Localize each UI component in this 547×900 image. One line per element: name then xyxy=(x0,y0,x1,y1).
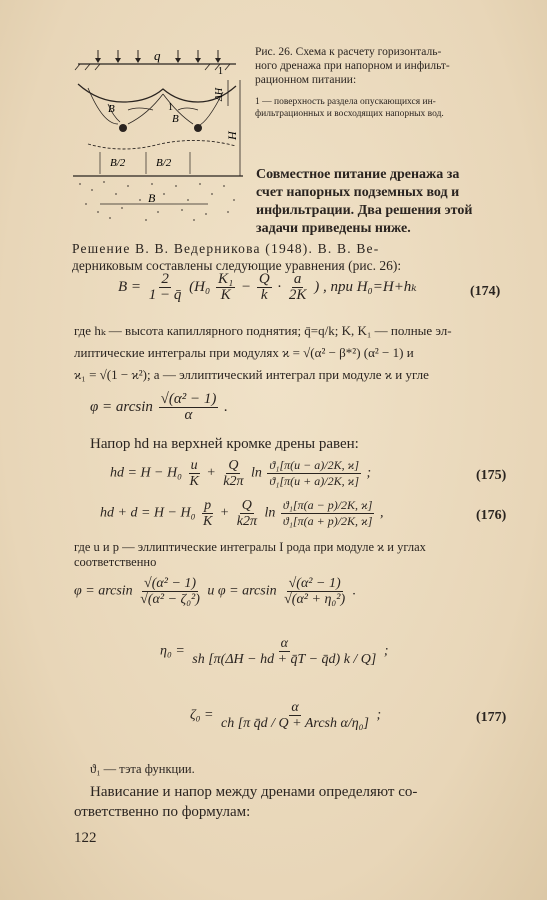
eq174-number: (174) xyxy=(470,284,501,299)
eq174-frac-1: $\frac{2}{1 - q̄}$ xyxy=(148,271,182,303)
equation-176: hd + d = H − H₀ $\frac{p}{K}$ + $\frac{Q}{k2\pi}$ ln $\frac{\text{ϑ₁[π(a − p)/2K, ϰ]}}{\text{ϑ₁[π(a + p)/2K, ϰ]}}$ , xyxy=(100,498,384,529)
eq176-number: (176) xyxy=(476,508,507,523)
eq174-frac-3: $\frac{Q}{k}$ xyxy=(258,271,270,303)
figure-legend xyxy=(255,96,525,120)
h-label: H xyxy=(225,131,239,140)
legend-line-1: 1 — поверхность раздела опускающихся ин- xyxy=(255,97,436,107)
drainage-scheme-figure xyxy=(68,44,246,224)
final-line-2: ответственно по формулам: xyxy=(74,804,251,820)
b-left-label: B xyxy=(108,103,115,115)
equation-175: hd = H − H₀ $\frac{u}{K}$ + $\frac{Q}{k2\pi}$ ln $\frac{\text{ϑ₁[π(u − a)/2K, ϰ]}}{\text{ϑ₁[π(u + a)/2K, ϰ]}}$ ; xyxy=(110,458,372,489)
eq175-number: (175) xyxy=(476,468,507,483)
theta-note: ϑ₁ — тэта функции. xyxy=(90,762,195,776)
heading-line-2: счет напорных подземных вод и xyxy=(256,185,460,200)
section-heading xyxy=(256,166,526,238)
definition-line-3: ϰ₁ = √(1 − ϰ²); a — эллиптический интеграл при модуле ϰ и угле xyxy=(74,367,429,382)
eq174-lhs: B = xyxy=(118,278,142,295)
surface-label-1: 1 xyxy=(218,66,223,77)
definition-line-1: где hₖ — высота капиллярного поднятия; q̄=q/k; K, K₁ — полные эл- xyxy=(74,323,452,338)
final-paragraph xyxy=(74,782,534,822)
heading-line-3: инфильтрации. Два решения этой xyxy=(256,203,473,218)
equation-174: B = $\frac{2}{1 - q̄}$ (H₀ $\frac{\text{K₁}}{K}$ − $\frac{Q}{k}$ · $\frac{a}{2K}$ ) , при H₀=H+hₖ xyxy=(118,271,417,303)
zeta-equation: ζ₀ = $\frac{\alpha}{\text{ch [π q̄d / Q + Arcsh α/η₀]}}$ ; xyxy=(190,700,382,731)
legend-line-2: фильтрационных и восходящих напорных вод. xyxy=(255,109,444,119)
heading-line-1: Совместное питание дренажа за xyxy=(256,167,460,182)
where-paragraph xyxy=(74,540,534,570)
eq174-condition: , при H₀=H+hₖ xyxy=(322,278,417,295)
where-line-1: где u и p — эллиптические интегралы I рода при модуле ϰ и углах xyxy=(74,540,426,554)
eq174-frac-2: $\frac{\text{K₁}}{K}$ xyxy=(217,271,234,303)
eq174-frac-4: $\frac{a}{2K}$ xyxy=(288,271,307,303)
delta-h-label: ΔH xyxy=(214,87,225,101)
definition-line-2: липтические интегралы при модулях ϰ = √(α² − β*²) (α² − 1) и xyxy=(74,345,414,360)
page-number: 122 xyxy=(74,830,97,846)
definitions xyxy=(74,320,529,386)
eta-equation: η₀ = $\frac{\alpha}{sh [\pi(\Delta H - hd + q̄T - q̄d) k / Q]}$ ; xyxy=(160,636,389,667)
caption-line-2: ного дренажа при напорном и инфильт- xyxy=(255,60,450,72)
solution-line-1: Решение В. В. Ведерникова (1948). В. В. Ве- xyxy=(72,241,380,256)
half-b-left: B/2 xyxy=(110,157,126,169)
eq177-number: (177) xyxy=(476,710,507,725)
b-right-label: B xyxy=(172,113,179,125)
solution-paragraph xyxy=(72,240,532,274)
figure-caption xyxy=(255,45,523,87)
eq174-open: (H₀ xyxy=(189,278,211,295)
napor-line: Напор hd на верхней кромке дрены равен: xyxy=(90,436,359,452)
caption-line-3: рационном питании: xyxy=(255,74,357,86)
caption-line-1: Рис. 26. Схема к расчету горизонталь- xyxy=(255,46,442,58)
phi-pair: φ = arcsin $\frac{\text{√(α² − 1)}}{\text{√(α² − ζ₀²)}}$ и φ = arcsin $\frac{\text{√(α² − 1)}}{\text{√(α² + η₀²)}}$ . xyxy=(74,576,357,607)
interface-label-1: 1 xyxy=(168,102,173,113)
heading-line-4: задачи приведены ниже. xyxy=(256,221,411,236)
phi-definition: φ = arcsin $\frac{\text{√(α² − 1)}}{\alpha}$ . xyxy=(90,391,228,423)
q-label: q xyxy=(154,48,161,63)
b-dimension-label: B xyxy=(148,191,156,205)
final-line-1: Нависание и напор между дренами определяют со- xyxy=(90,784,418,800)
solution-line-2: дерниковым составлены следующие уравнения (рис. 26): xyxy=(72,258,402,273)
where-line-2: соответственно xyxy=(74,555,157,569)
half-b-right: B/2 xyxy=(156,157,172,169)
